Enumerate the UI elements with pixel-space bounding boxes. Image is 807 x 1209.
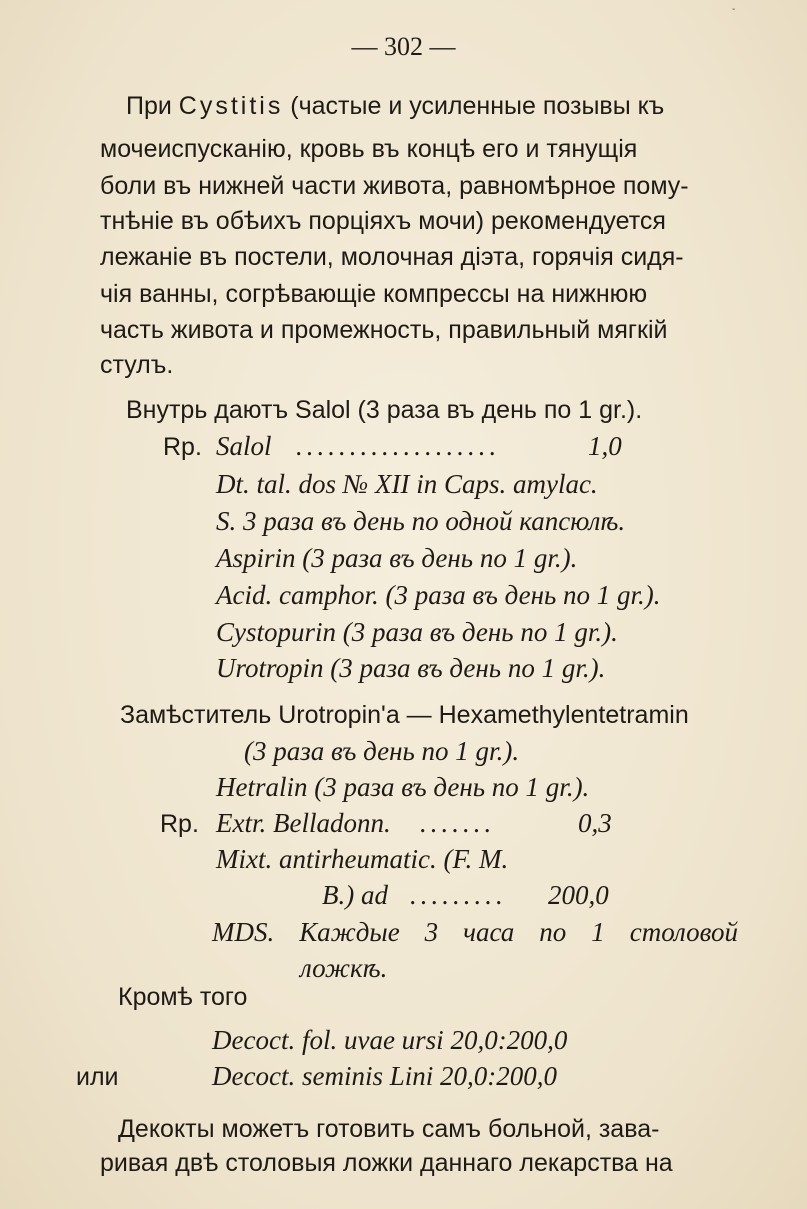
paragraph-line: тнѣніе въ обѣихъ порціяхъ мочи) рекомендуется <box>100 207 666 235</box>
rx-mds-line: MDS. Каждые 3 часа по 1 столовой <box>212 917 738 947</box>
rx-cystopurin-line: Cystopurin (3 раза въ день по 1 gr.). <box>216 617 618 647</box>
decoct-uvae-ursi: Decoct. fol. uvae ursi 20,0:200,0 <box>212 1025 568 1055</box>
rx-dt-line: Dt. tal. dos № XII in Caps. amylac. <box>216 469 598 499</box>
rx-signa-line: S. 3 раза въ день по одной капсюлѣ. <box>216 506 626 536</box>
rx-mixt-b: B.) ad <box>322 880 388 910</box>
page-number: — 302 — <box>351 32 456 61</box>
paragraph-line: боли въ нижней части живота, равномѣрное пому- <box>100 172 689 200</box>
rp-label: Rp. <box>160 810 199 838</box>
rx-extr-dose: 0,3 <box>578 808 612 838</box>
spaced-term: Cystitis <box>178 92 284 120</box>
rp-label: Rp. <box>163 433 202 461</box>
rx-extr-dots: ....... <box>420 808 496 838</box>
paragraph-line: ривая двѣ столовыя ложки даннаго лекарства на <box>100 1149 673 1177</box>
internal-use-line: Внутрь даютъ Salol (3 раза въ день по 1 gr.). <box>126 396 643 424</box>
substitute-line: Замѣститель Urotropin'а — Hexamethylentetramin <box>120 701 689 729</box>
corner-mark: - <box>732 4 736 15</box>
rx-mixt-dose: 200,0 <box>548 880 609 910</box>
paragraph-line: лежаніе въ постели, молочная діэта, горячія сидя- <box>100 243 684 271</box>
rx-salol-dose: 1,0 <box>588 431 622 461</box>
rx-camphor-line: Acid. camphor. (3 раза въ день по 1 gr.). <box>216 580 661 610</box>
rx-extr-name: Extr. Belladonn. <box>216 808 391 838</box>
rx-urotropin-line: Urotropin (3 раза въ день по 1 gr.). <box>216 653 606 683</box>
substitute-dose: (3 раза въ день по 1 gr.). <box>244 736 520 766</box>
text-segment: При <box>126 92 179 120</box>
text-segment: (частые и усиленные позывы къ <box>283 92 665 120</box>
paragraph-line: стулъ. <box>100 351 174 379</box>
decoct-lini: Decoct. seminis Lini 20,0:200,0 <box>212 1061 557 1091</box>
rx-mds-continuation: ложкѣ. <box>300 953 388 983</box>
besides-line: Кромѣ того <box>118 983 248 1011</box>
paragraph-line: часть живота и промежность, правильный мягкій <box>100 316 668 344</box>
rx-mixt-line: Mixt. antirheumatic. (F. M. <box>216 844 509 874</box>
or-word: или <box>76 1063 119 1091</box>
paragraph-line: чія ванны, согрѣвающіе компрессы на нижнюю <box>100 280 648 308</box>
rx-mixt-dots: ......... <box>410 880 507 910</box>
paragraph-line <box>126 91 664 121</box>
paragraph-line: Декокты можетъ готовить самъ больной, зава- <box>118 1115 660 1143</box>
rx-salol-name: Salol <box>216 431 272 461</box>
hetralin-line: Hetralin (3 раза въ день по 1 gr.). <box>216 772 590 802</box>
paragraph-line: мочеиспусканію, кровь въ концѣ его и тянущія <box>100 135 638 163</box>
rx-salol-dots: ................... <box>296 431 501 461</box>
rx-aspirin-line: Aspirin (3 раза въ день по 1 gr.). <box>216 543 578 573</box>
